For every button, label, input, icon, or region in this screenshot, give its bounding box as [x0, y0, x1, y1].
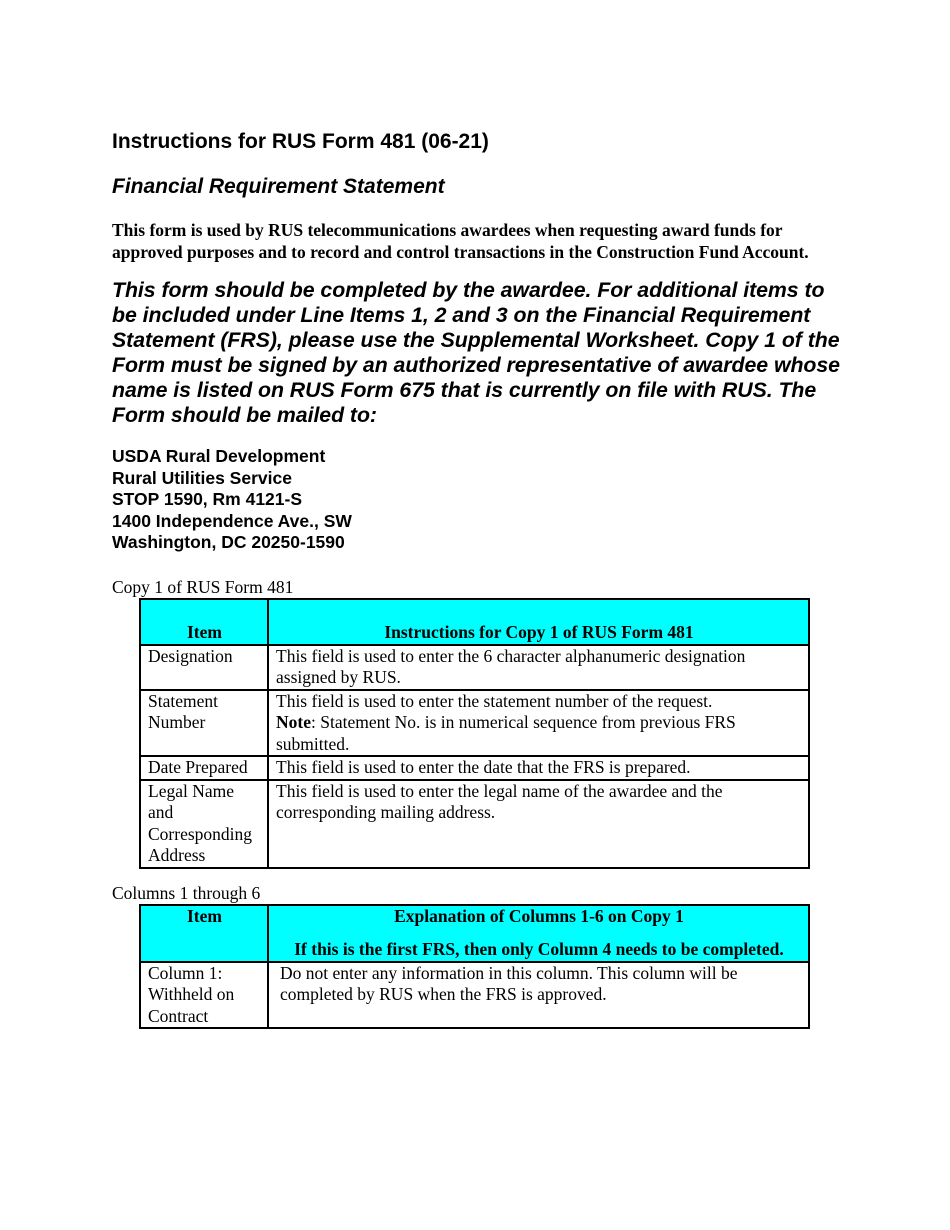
table-row: [140, 756, 809, 780]
intro-paragraph: This form is used by RUS telecommunications awardees when requesting award funds for approved purposes and to record and control transactions in the Construction Fund Account.: [112, 220, 809, 262]
mailing-address: [112, 446, 842, 554]
address-line: STOP 1590, Rm 4121-S: [112, 489, 303, 509]
column-header-explanation-sub: If this is the first FRS, then only Column 4 needs to be completed.: [294, 939, 784, 959]
page-title: Instructions for RUS Form 481 (06-21): [112, 130, 489, 153]
table-row: [140, 780, 809, 868]
row-item: Statement Number: [140, 690, 268, 757]
row-instructions: This field is used to enter the date that the FRS is prepared.: [268, 756, 809, 780]
note-text: : Statement No. is in numerical sequence from previous FRS submitted.: [276, 712, 736, 754]
column-header-explanation: [268, 905, 809, 962]
column-header-item: [140, 905, 268, 962]
column-header-item-label: Item: [187, 905, 222, 926]
page-subtitle: Financial Requirement Statement: [112, 175, 445, 198]
table-row: [140, 690, 809, 757]
document-page: [112, 128, 842, 1029]
row-item: Legal Name and Corresponding Address: [140, 780, 268, 868]
address-line: Rural Utilities Service: [112, 467, 292, 488]
row-explanation: Do not enter any information in this column. This column will be completed by RUS when the FRS is approved.: [268, 962, 809, 1029]
table1-caption: Copy 1 of RUS Form 481: [112, 576, 294, 597]
notice-paragraph: This form should be completed by the awardee. For additional items to be included under Line Items 1, 2 and 3 on the Financial Requirement Statement (FRS), please use the Supplemental Worksheet. Copy 1 of the Form must be signed by an authorized representative of awardee whose name is listed on RUS Form 675 that is currently on file with RUS. The Form should be mailed to:: [112, 278, 840, 427]
row-item: Column 1: Withheld on Contract: [140, 962, 268, 1029]
row-item: Designation: [140, 645, 268, 690]
table-header-row: [140, 905, 809, 962]
column-header-item: Item: [140, 599, 268, 645]
columns-explanation-table: [139, 904, 810, 1030]
table2-caption: Columns 1 through 6: [112, 882, 261, 903]
address-line: 1400 Independence Ave., SW: [112, 510, 352, 531]
address-line: USDA Rural Development: [112, 446, 326, 466]
note-label: Note: [276, 712, 311, 732]
table-row: [140, 962, 809, 1029]
row-instructions: This field is used to enter the legal name of the awardee and the corresponding mailing address.: [268, 780, 809, 868]
table-row: [140, 645, 809, 690]
column-header-instructions: Instructions for Copy 1 of RUS Form 481: [268, 599, 809, 645]
row-instructions-text: This field is used to enter the statement number of the request.: [276, 690, 713, 711]
address-line: Washington, DC 20250-1590: [112, 532, 345, 552]
row-instructions: This field is used to enter the 6 character alphanumeric designation assigned by RUS.: [268, 645, 809, 690]
row-item: Date Prepared: [140, 756, 268, 780]
column-header-explanation-label: Explanation of Columns 1-6 on Copy 1: [394, 905, 684, 926]
copy1-instructions-table: [139, 598, 810, 869]
table-header-row: [140, 599, 809, 645]
row-instructions: [268, 690, 809, 757]
